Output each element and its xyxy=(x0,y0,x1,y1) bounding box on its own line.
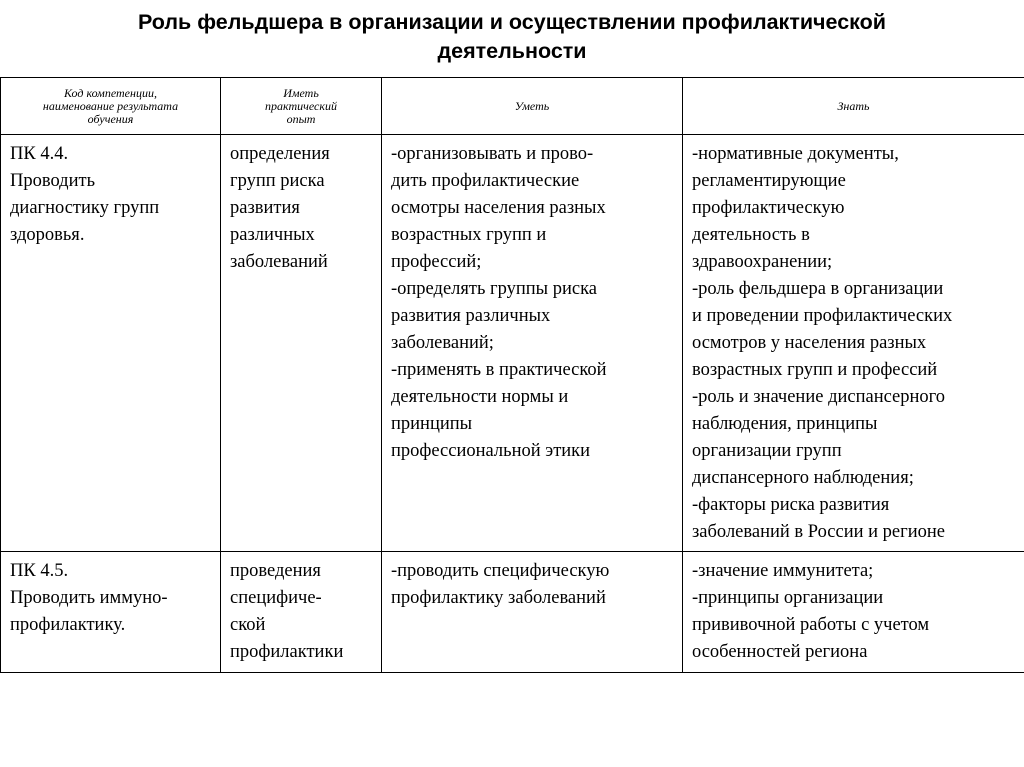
text-line: диагностику групп xyxy=(10,198,160,218)
cell-knowledge xyxy=(683,135,1024,552)
text-line: определения xyxy=(230,144,330,164)
cell-practical-experience xyxy=(221,552,382,673)
text-line: Проводить xyxy=(10,171,96,191)
text-line: -значение иммунитета; xyxy=(692,561,874,581)
text-line: ПК 4.4. xyxy=(10,144,69,164)
text-line: Код компетенции, xyxy=(64,85,157,100)
text-line: проведения xyxy=(230,561,321,581)
table-row xyxy=(1,135,1024,552)
title-line-1: Роль фельдшера в организации и осуществлении профилактической xyxy=(137,10,887,34)
competency-table xyxy=(0,77,1024,673)
cell-skills xyxy=(382,552,683,673)
text-line: -принципы организации xyxy=(692,588,884,608)
header-competency-code xyxy=(1,78,221,135)
text-line: Уметь xyxy=(514,98,550,113)
text-line: профилактику. xyxy=(10,615,126,635)
text-line: различных xyxy=(230,225,315,245)
text-line: опыт xyxy=(286,111,316,126)
table-row xyxy=(1,552,1024,673)
text-line: развития различных xyxy=(391,306,551,326)
text-line: дить профилактические xyxy=(391,171,580,191)
text-line: диспансерного наблюдения; xyxy=(692,468,914,488)
text-line: -факторы риска развития xyxy=(692,495,890,515)
text-line: ПК 4.5. xyxy=(10,561,69,581)
text-line: -нормативные документы, xyxy=(692,144,899,164)
text-line: здравоохранении; xyxy=(692,252,833,272)
text-line: заболеваний xyxy=(230,252,328,272)
text-line: специфиче- xyxy=(230,588,322,608)
text-line: деятельности нормы и xyxy=(391,387,569,407)
text-line: возрастных групп и профессий xyxy=(692,360,938,380)
text-line: прививочной работы с учетом xyxy=(692,615,930,635)
text-line: наименование результата xyxy=(42,98,179,113)
text-line: -проводить специфическую xyxy=(391,561,610,581)
header-knowledge xyxy=(683,78,1024,135)
text-line: наблюдения, принципы xyxy=(692,414,878,434)
text-line: осмотры населения разных xyxy=(391,198,606,218)
text-line: -применять в практической xyxy=(391,360,607,380)
cell-practical-experience xyxy=(221,135,382,552)
text-line: организации групп xyxy=(692,441,842,461)
text-line: Проводить иммуно- xyxy=(10,588,168,608)
cell-competency-code xyxy=(1,135,221,552)
slide-title xyxy=(0,8,1024,66)
text-line: групп риска xyxy=(230,171,325,191)
cell-knowledge xyxy=(683,552,1024,673)
text-line: и проведении профилактических xyxy=(692,306,953,326)
text-line: практический xyxy=(265,98,337,113)
text-line: -роль и значение диспансерного xyxy=(692,387,946,407)
text-line: профилактическую xyxy=(692,198,845,218)
text-line: возрастных групп и xyxy=(391,225,547,245)
text-line: профилактики xyxy=(230,642,344,662)
text-line: обучения xyxy=(87,111,134,126)
text-line: -роль фельдшера в организации xyxy=(692,279,944,299)
text-line: принципы xyxy=(391,414,473,434)
text-line: Иметь xyxy=(283,85,319,100)
header-practical-experience xyxy=(221,78,382,135)
header-skills xyxy=(382,78,683,135)
text-line: заболеваний в России и регионе xyxy=(692,522,945,542)
table-header-row xyxy=(1,78,1024,135)
cell-competency-code xyxy=(1,552,221,673)
text-line: деятельность в xyxy=(692,225,810,245)
text-line: ской xyxy=(230,615,266,635)
title-line-2: деятельности xyxy=(437,39,587,63)
text-line: здоровья. xyxy=(10,225,85,245)
text-line: особенностей региона xyxy=(692,642,868,662)
text-line: профессий; xyxy=(391,252,482,272)
text-line: развития xyxy=(230,198,300,218)
text-line: регламентирующие xyxy=(692,171,846,191)
text-line: осмотров у населения разных xyxy=(692,333,927,353)
text-line: -определять группы риска xyxy=(391,279,598,299)
text-line: профилактику заболеваний xyxy=(391,588,606,608)
cell-skills xyxy=(382,135,683,552)
text-line: профессиональной этики xyxy=(391,441,591,461)
text-line: заболеваний; xyxy=(391,333,494,353)
text-line: Знать xyxy=(837,98,870,113)
text-line: -организовывать и прово- xyxy=(391,144,594,164)
